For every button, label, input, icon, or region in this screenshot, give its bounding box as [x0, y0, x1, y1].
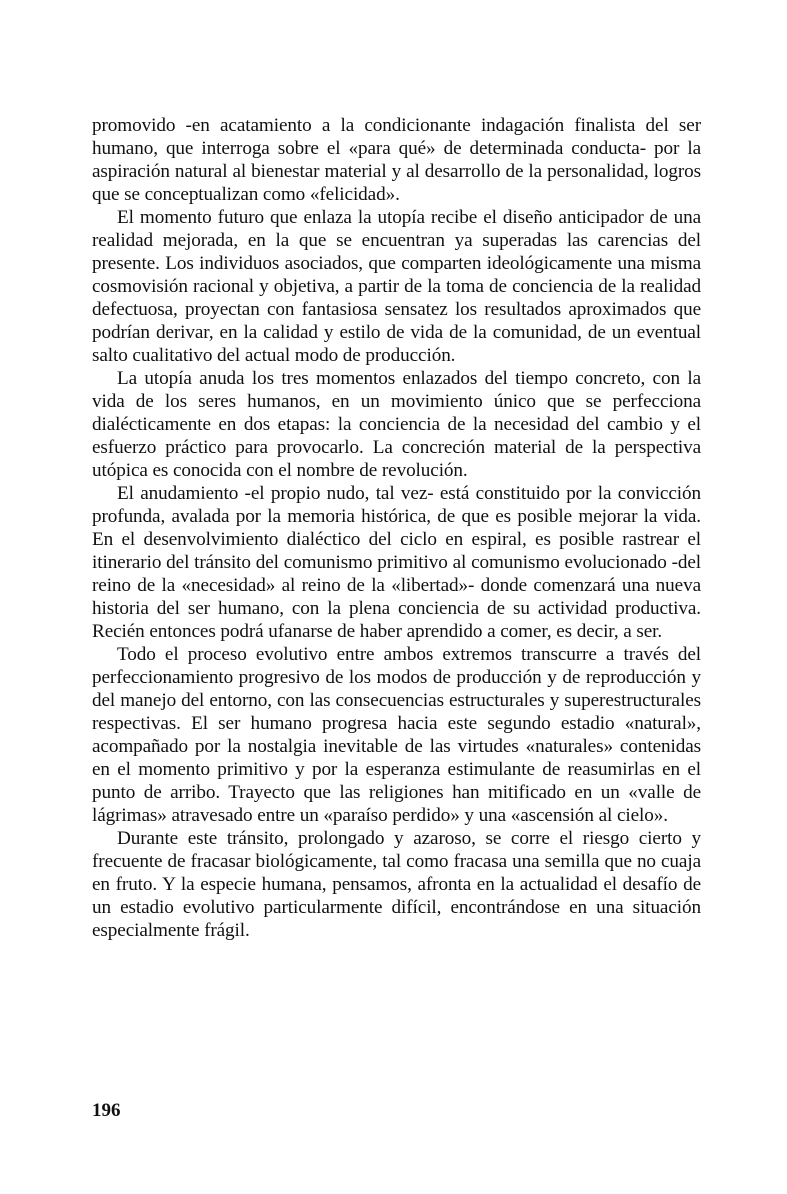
paragraph: La utopía anuda los tres momentos enlazados del tiempo concreto, con la vida de los seres humanos, en un movimiento único que se perfecciona dialécticamente en dos etapas: la conciencia de la necesidad del cambio y el esfuerzo práctico para provocarlo. La concreción material de la perspectiva utópica es conocida con el nombre de revolución. [92, 368, 701, 481]
body-text [92, 114, 701, 942]
paragraph: Durante este tránsito, prolongado y azaroso, se corre el riesgo cierto y frecuente de fracasar biológicamente, tal como fracasa una semilla que no cuaja en fruto. Y la especie humana, pensamos, afronta en la actualidad el desafío de un estadio evolutivo particularmente difícil, encontrándose en una situación especialmente frágil. [92, 828, 701, 941]
page-number: 196 [92, 1100, 121, 1121]
paragraph: El momento futuro que enlaza la utopía recibe el diseño anticipador de una realidad mejorada, en la que se encuentran ya superadas las carencias del presente. Los individuos asociados, que comparten ideológicamente una misma cosmovisión racional y objetiva, a partir de la toma de conciencia de la realidad defectuosa, proyectan con fantasiosa sensatez los resultados aproximados que podrían derivar, en la calidad y estilo de vida de la comunidad, de un eventual salto cualitativo del actual modo de producción. [92, 207, 701, 366]
paragraph-continuation: promovido -en acatamiento a la condicionante indagación finalista del ser humano, que interroga sobre el «para qué» de determinada conducta- por la aspiración natural al bienestar material y al desarrollo de la personalidad, logros que se conceptualizan como «felicidad». [92, 115, 701, 205]
paragraph: Todo el proceso evolutivo entre ambos extremos transcurre a través del perfeccionamiento progresivo de los modos de producción y de reproducción y del manejo del entorno, con las consecuencias estructurales y superestructurales respectivas. El ser humano progresa hacia este segundo estadio «natural», acompañado por la nostalgia inevitable de las virtudes «naturales» contenidas en el momento primitivo y por la esperanza estimulante de reasumirlas en el punto de arribo. Trayecto que las religiones han mitificado en un «valle de lágrimas» atravesado entre un «paraíso perdido» y una «ascensión al cielo». [92, 644, 701, 826]
paragraph: El anudamiento -el propio nudo, tal vez- está constituido por la convicción profunda, avalada por la memoria histórica, de que es posible mejorar la vida. En el desenvolvimiento dialéctico del ciclo en espiral, es posible rastrear el itinerario del tránsito del comunismo primitivo al comunismo evolucionado -del reino de la «necesidad» al reino de la «libertad»- donde comenzará una nueva historia del ser humano, con la plena conciencia de su actividad productiva. Recién entonces podrá ufanarse de haber aprendido a comer, es decir, a ser. [92, 483, 701, 642]
